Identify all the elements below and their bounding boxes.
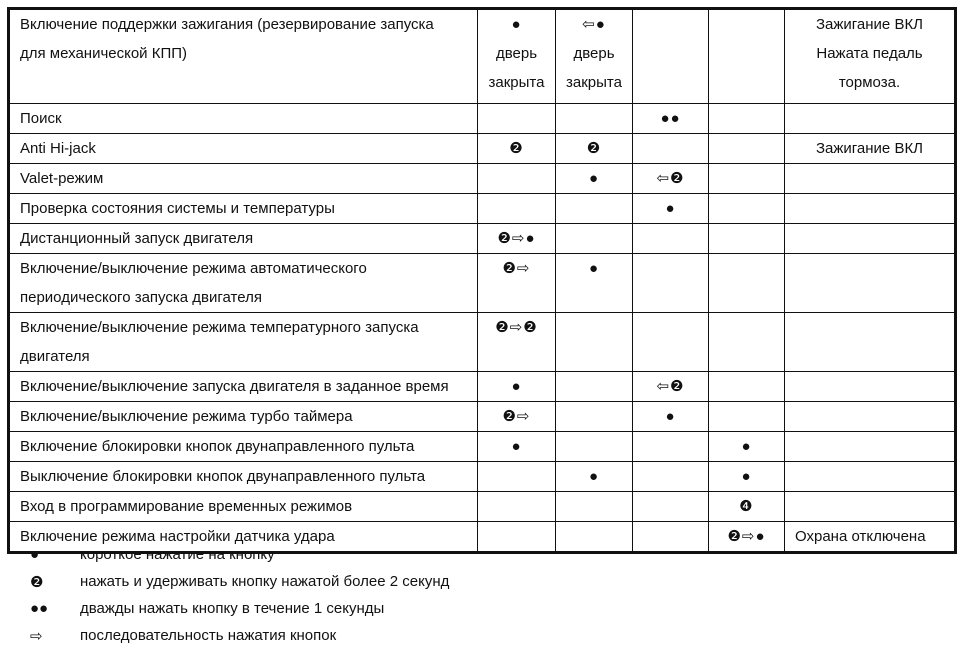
- press-symbol-icon: ●: [511, 16, 522, 33]
- press-symbol-icon: ●: [588, 468, 600, 485]
- button-1-action: [478, 522, 556, 553]
- table-row: [9, 194, 956, 224]
- button-2-action: [556, 462, 633, 492]
- condition-note: [785, 194, 956, 224]
- button-2-action: [556, 522, 633, 553]
- press-symbol-icon: ●: [511, 438, 522, 455]
- condition-note: Зажигание ВКЛ Нажата педаль тормоза.: [785, 9, 956, 104]
- table-row: [9, 462, 956, 492]
- button-3-action: [633, 134, 709, 164]
- button-3-action: [633, 402, 709, 432]
- table-row: [9, 164, 956, 194]
- press-symbol-icon: ❷⇨●: [727, 528, 766, 545]
- table-row: [9, 402, 956, 432]
- legend-text: последовательность нажатия кнопок: [80, 627, 337, 644]
- press-symbol-icon: ❷: [509, 140, 524, 157]
- press-symbol-icon: ❷⇨●: [497, 230, 536, 247]
- legend-text: короткое нажатие на кнопку: [80, 546, 275, 563]
- button-4-action: [709, 134, 785, 164]
- button-1-action: [478, 164, 556, 194]
- function-name: Включение/выключение запуска двигателя в заданное время: [9, 372, 478, 402]
- button-2-action: [556, 224, 633, 254]
- press-symbol-icon: ●●: [660, 110, 681, 127]
- function-name: Поиск: [9, 104, 478, 134]
- function-name: Дистанционный запуск двигателя: [9, 224, 478, 254]
- button-4-action: [709, 492, 785, 522]
- button-4-action: [709, 194, 785, 224]
- function-name: Anti Hi-jack: [9, 134, 478, 164]
- button-2-action: [556, 432, 633, 462]
- condition-label: дверь закрыта: [488, 45, 545, 91]
- button-4-action: [709, 432, 785, 462]
- function-name: Включение/выключение режима турбо таймера: [9, 402, 478, 432]
- button-1-action: [478, 9, 556, 104]
- button-3-action: [633, 164, 709, 194]
- function-name: Включение поддержки зажигания (резервирование запуска для механической КПП): [9, 9, 478, 104]
- table-row: [9, 104, 956, 134]
- button-1-action: [478, 194, 556, 224]
- press-symbol-icon: ●: [741, 438, 752, 455]
- button-1-action: [478, 224, 556, 254]
- legend-item: [30, 568, 449, 595]
- button-1-action: [478, 432, 556, 462]
- condition-note: [785, 313, 956, 372]
- button-3-action: [633, 254, 709, 313]
- table-row: [9, 372, 956, 402]
- condition-note: [785, 104, 956, 134]
- button-2-action: [556, 164, 633, 194]
- legend-text: нажать и удерживать кнопку нажатой более 2 секунд: [80, 573, 450, 590]
- legend-item: [30, 541, 449, 568]
- button-4-action: [709, 313, 785, 372]
- button-1-action: [478, 134, 556, 164]
- press-symbol-icon: ❷⇨❷: [495, 319, 538, 336]
- press-symbol-icon: ●: [511, 378, 522, 395]
- press-symbol-icon: ⇦❷: [656, 378, 685, 395]
- button-2-action: [556, 104, 633, 134]
- condition-note: [785, 492, 956, 522]
- button-1-action: [478, 104, 556, 134]
- button-4-action: [709, 254, 785, 313]
- button-2-action: [556, 134, 633, 164]
- table-row: [9, 9, 956, 104]
- press-symbol-icon: ⇦●: [582, 16, 606, 33]
- table-row: [9, 313, 956, 372]
- condition-note: [785, 462, 956, 492]
- button-1-action: [478, 492, 556, 522]
- button-4-action: [709, 224, 785, 254]
- condition-note: [785, 164, 956, 194]
- button-2-action: [556, 194, 633, 224]
- function-name: Включение/выключение режима температурного запуска двигателя: [9, 313, 478, 372]
- press-symbol-icon: ❷: [586, 140, 602, 157]
- table-row: [9, 134, 956, 164]
- table-row: [9, 254, 956, 313]
- button-3-action: [633, 462, 709, 492]
- condition-label: дверь закрыта: [566, 45, 622, 91]
- function-name: Включение блокировки кнопок двунаправленного пульта: [9, 432, 478, 462]
- press-symbol-icon: ●: [588, 260, 600, 277]
- legend-item: [30, 595, 449, 622]
- function-name: Включение режима настройки датчика удара: [9, 522, 478, 553]
- button-4-action: [709, 462, 785, 492]
- button-2-action: [556, 492, 633, 522]
- button-4-action: [709, 104, 785, 134]
- button-2-action: [556, 313, 633, 372]
- press-symbol-icon: ❷⇨: [502, 408, 531, 425]
- press-symbol-icon: ❷⇨: [502, 260, 531, 277]
- legend-symbol-icon: ●●: [30, 600, 49, 617]
- button-2-action: [556, 254, 633, 313]
- button-3-action: [633, 194, 709, 224]
- press-symbol-icon: ●: [741, 468, 752, 485]
- table-row: [9, 432, 956, 462]
- press-symbol-icon: ❹: [739, 498, 754, 515]
- button-3-action: [633, 372, 709, 402]
- condition-note: [785, 432, 956, 462]
- button-1-action: [478, 313, 556, 372]
- press-symbol-icon: ●: [665, 200, 676, 217]
- function-name: Выключение блокировки кнопок двунаправленного пульта: [9, 462, 478, 492]
- button-4-action: [709, 164, 785, 194]
- button-4-action: [709, 9, 785, 104]
- function-name: Valet-режим: [9, 164, 478, 194]
- button-3-action: [633, 224, 709, 254]
- button-1-action: [478, 254, 556, 313]
- condition-note: [785, 402, 956, 432]
- button-2-action: [556, 402, 633, 432]
- button-3-action: [633, 492, 709, 522]
- button-2-action: [556, 372, 633, 402]
- condition-note: [785, 224, 956, 254]
- button-4-action: [709, 522, 785, 553]
- button-3-action: [633, 104, 709, 134]
- button-4-action: [709, 402, 785, 432]
- button-1-action: [478, 372, 556, 402]
- button-function-table: [7, 7, 957, 554]
- function-name: Вход в программирование временных режимов: [9, 492, 478, 522]
- press-symbol-icon: ●: [588, 170, 600, 187]
- button-1-action: [478, 462, 556, 492]
- button-3-action: [633, 432, 709, 462]
- button-3-action: [633, 522, 709, 553]
- function-name: Проверка состояния системы и температуры: [9, 194, 478, 224]
- button-3-action: [633, 9, 709, 104]
- press-symbol-icon: ⇦❷: [656, 170, 685, 187]
- legend-text: дважды нажать кнопку в течение 1 секунды: [80, 600, 385, 617]
- button-2-action: [556, 9, 633, 104]
- button-4-action: [709, 372, 785, 402]
- legend: [30, 541, 449, 649]
- function-name: Включение/выключение режима автоматического периодического запуска двигателя: [9, 254, 478, 313]
- table-row: [9, 492, 956, 522]
- legend-symbol-icon: ❷: [30, 573, 44, 591]
- press-symbol-icon: ●: [665, 408, 676, 425]
- legend-symbol-icon: ⇨: [30, 627, 43, 645]
- condition-note: [785, 254, 956, 313]
- condition-note: [785, 372, 956, 402]
- condition-note: Охрана отключена: [785, 522, 956, 553]
- legend-item: [30, 622, 449, 649]
- table-row: [9, 224, 956, 254]
- button-3-action: [633, 313, 709, 372]
- condition-note: Зажигание ВКЛ: [785, 134, 956, 164]
- button-1-action: [478, 402, 556, 432]
- legend-symbol-icon: ●: [30, 546, 40, 563]
